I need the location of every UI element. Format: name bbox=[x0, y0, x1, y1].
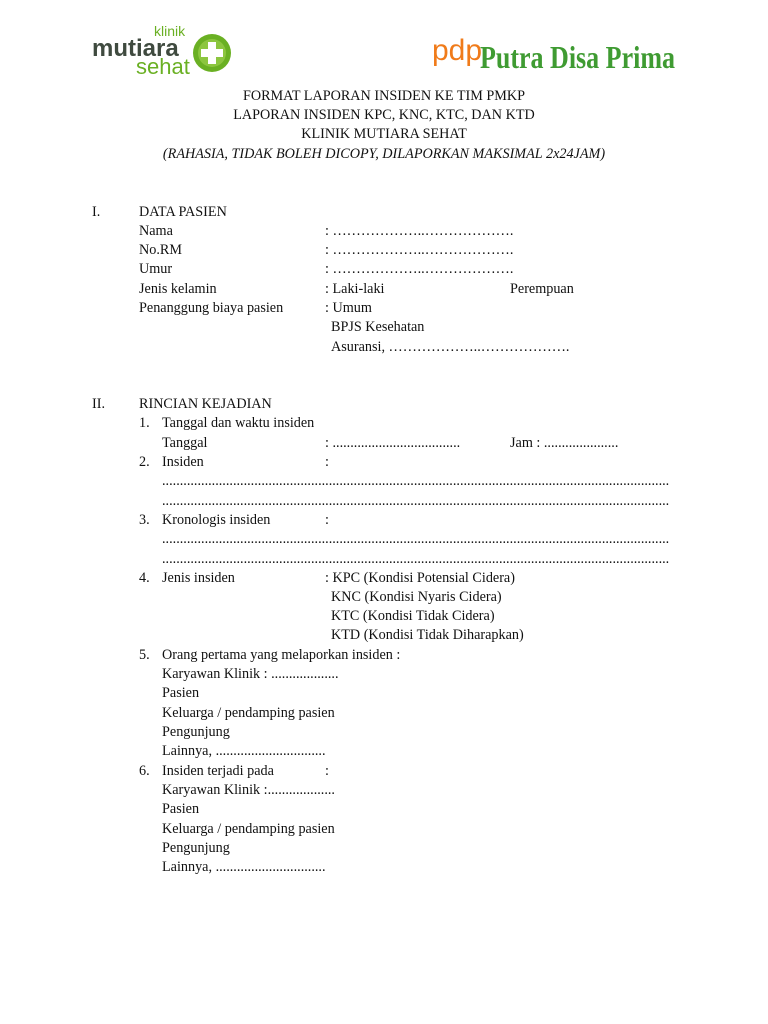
field-label-penanggung-biaya: Penanggung biaya pasien bbox=[139, 300, 284, 316]
affected-option-keluarga[interactable] bbox=[162, 822, 335, 836]
logo-word-sehat: sehat bbox=[136, 54, 190, 79]
q3-separator: : bbox=[325, 512, 329, 528]
q1-label: Tanggal dan waktu insiden bbox=[162, 415, 315, 431]
affected-option-pengunjung[interactable] bbox=[162, 841, 230, 855]
affected-option-lainnya[interactable] bbox=[162, 860, 326, 874]
field-label-nama: Nama bbox=[139, 223, 173, 239]
q2-number: 2. bbox=[139, 454, 150, 470]
affected-option-pasien[interactable] bbox=[162, 802, 199, 816]
insiden-answer-line-2[interactable]: ............................................................................................................................................... bbox=[162, 493, 670, 509]
reporter-option-karyawan[interactable] bbox=[162, 667, 339, 681]
logo-text-putra-disa-prima: Putra Disa Prima bbox=[480, 39, 675, 75]
field-label-jenis-kelamin: Jenis kelamin bbox=[139, 281, 217, 297]
gender-option-perempuan[interactable] bbox=[510, 282, 574, 296]
reporter-option-lainnya[interactable] bbox=[162, 744, 326, 758]
kronologis-answer-line-1[interactable]: ............................................................................................................................................... bbox=[162, 531, 670, 547]
payer-option-bpjs[interactable] bbox=[331, 320, 424, 334]
incident-type-knc[interactable] bbox=[331, 590, 502, 604]
logo-word-mutiara: mutiara bbox=[92, 35, 179, 62]
klinik-mutiara-sehat-logo bbox=[92, 22, 242, 78]
field-value-nama[interactable]: : ………………..………………. bbox=[325, 223, 514, 239]
putra-disa-prima-logo-graphic bbox=[432, 30, 682, 74]
q5-number: 5. bbox=[139, 647, 150, 663]
date-label: Tanggal bbox=[162, 435, 208, 451]
affected-option-karyawan[interactable] bbox=[162, 783, 335, 797]
klinik-mutiara-sehat-logo-graphic bbox=[92, 22, 242, 78]
confidential-note: (RAHASIA, TIDAK BOLEH DICOPY, DILAPORKAN MAKSIMAL 2x24JAM) bbox=[162, 146, 606, 162]
q6-separator: : bbox=[325, 763, 329, 779]
q1-number: 1. bbox=[139, 415, 150, 431]
section2-title: RINCIAN KEJADIAN bbox=[139, 396, 272, 412]
separator-colon: : bbox=[325, 300, 329, 316]
reporter-option-pengunjung[interactable] bbox=[162, 725, 230, 739]
date-field[interactable]: : .................................... bbox=[325, 435, 461, 451]
option-label: Laki-laki bbox=[332, 281, 385, 297]
option-label: Pengunjung bbox=[162, 724, 230, 740]
option-label: Karyawan Klinik : ................... bbox=[162, 666, 339, 682]
insiden-answer-line-1[interactable]: ............................................................................................................................................... bbox=[162, 473, 670, 489]
reporter-option-keluarga[interactable] bbox=[162, 706, 335, 720]
section1-title: DATA PASIEN bbox=[139, 204, 227, 220]
incident-type-ktd[interactable] bbox=[331, 628, 524, 642]
incident-type-kpc[interactable] bbox=[325, 571, 515, 585]
time-field[interactable]: Jam : ..................... bbox=[510, 435, 619, 451]
option-label: Pengunjung bbox=[162, 840, 230, 856]
field-label-norm: No.RM bbox=[139, 242, 182, 258]
separator-colon: : bbox=[325, 570, 329, 586]
field-value-norm[interactable]: : ………………..………………. bbox=[325, 242, 514, 258]
q6-number: 6. bbox=[139, 763, 150, 779]
option-label: KTC (Kondisi Tidak Cidera) bbox=[331, 608, 495, 624]
option-label: KPC (Kondisi Potensial Cidera) bbox=[332, 570, 515, 586]
field-label-umur: Umur bbox=[139, 261, 173, 277]
form-subtitle: LAPORAN INSIDEN KPC, KNC, KTC, DAN KTD bbox=[233, 107, 535, 123]
option-label: Karyawan Klinik :................... bbox=[162, 782, 335, 798]
option-label: Lainnya, ............................... bbox=[162, 743, 326, 759]
option-label: Keluarga / pendamping pasien bbox=[162, 705, 335, 721]
option-label: Umum bbox=[332, 300, 372, 316]
kronologis-answer-line-2[interactable]: ............................................................................................................................................... bbox=[162, 551, 670, 567]
q2-label: Insiden bbox=[162, 454, 204, 470]
q2-separator: : bbox=[325, 454, 329, 470]
q3-number: 3. bbox=[139, 512, 150, 528]
payer-option-umum[interactable] bbox=[325, 301, 372, 315]
q4-label: Jenis insiden bbox=[162, 570, 235, 586]
q5-label: Orang pertama yang melaporkan insiden : bbox=[162, 647, 401, 663]
separator-colon: : bbox=[325, 281, 329, 297]
option-label: Pasien bbox=[162, 801, 200, 817]
q3-label: Kronologis insiden bbox=[162, 512, 271, 528]
option-label: Perempuan bbox=[510, 281, 574, 297]
incident-type-ktc[interactable] bbox=[331, 609, 495, 623]
putra-disa-prima-logo bbox=[432, 30, 682, 74]
option-label: Keluarga / pendamping pasien bbox=[162, 821, 335, 837]
section2-number: II. bbox=[92, 396, 105, 412]
option-label: BPJS Kesehatan bbox=[331, 319, 425, 335]
field-value-umur[interactable]: : ………………..………………. bbox=[325, 261, 514, 277]
option-label: Asuransi, ………………..………………. bbox=[331, 339, 570, 355]
q6-label: Insiden terjadi pada bbox=[162, 763, 274, 779]
logo-word-klinik: klinik bbox=[154, 23, 186, 39]
section1-number: I. bbox=[92, 204, 101, 220]
q4-number: 4. bbox=[139, 570, 150, 586]
logo-mark-pdp: pdp bbox=[432, 34, 483, 67]
option-label: Lainnya, ............................... bbox=[162, 859, 326, 875]
form-title: FORMAT LAPORAN INSIDEN KE TIM PMKP bbox=[242, 88, 526, 104]
option-label: KTD (Kondisi Tidak Diharapkan) bbox=[331, 627, 524, 643]
option-label: Pasien bbox=[162, 685, 200, 701]
gender-option-laki-laki[interactable] bbox=[325, 282, 385, 296]
clinic-name: KLINIK MUTIARA SEHAT bbox=[301, 126, 467, 142]
payer-option-asuransi[interactable] bbox=[331, 340, 569, 354]
option-label: KNC (Kondisi Nyaris Cidera) bbox=[331, 589, 502, 605]
reporter-option-pasien[interactable] bbox=[162, 686, 199, 700]
